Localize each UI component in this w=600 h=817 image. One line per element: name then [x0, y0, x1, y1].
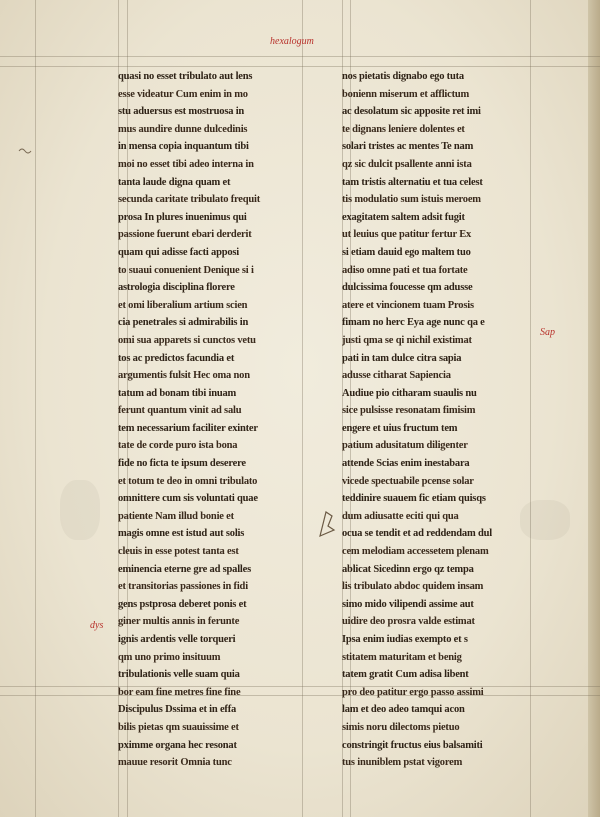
text-line: ignis ardentis velle torqueri [118, 634, 236, 645]
text-line: uidire deo prosra valde estimat [342, 616, 475, 628]
ruling-horizontal [0, 66, 600, 67]
text-line: lis tribulato abdoc quidem insam [342, 581, 484, 593]
text-line: cem melodiam accessetem plenam [342, 546, 489, 558]
text-line: ferunt quantum vinit ad salu [118, 405, 242, 417]
text-line: argumentis fulsit Hec oma non [118, 370, 250, 382]
text-line: cia penetrales si admirabilis in [118, 317, 249, 329]
text-line: prosa In plures inuenimus qui [118, 211, 247, 223]
margin-mark-icon [18, 146, 32, 156]
text-line: dulcissima foucesse qm adusse [342, 282, 473, 294]
text-line: Audiue pio citharam suaulis nu [342, 387, 477, 399]
text-line: quasi no esset tribulato aut lens [118, 71, 253, 82]
text-line: patiente Nam illud bonie et [118, 510, 234, 522]
text-line: bilis pietas qm suauissime et [118, 721, 239, 733]
text-line: bonienn miserum et afflictum [342, 88, 470, 100]
text-line: tate de corde puro ista bona [118, 440, 238, 452]
text-line: Ipsa enim iudias exempto et s [342, 634, 468, 645]
margin-note-discipulus: dys [90, 620, 104, 631]
text-line: sice pulsisse resonatam fimisim [342, 405, 476, 417]
text-line: vicede spectuabile pcense solar [342, 475, 474, 487]
text-line: tis modulatio sum istuis meroem [342, 194, 481, 206]
right-text-column [342, 68, 542, 772]
text-line: adiso omne pati et tua fortate [342, 264, 468, 276]
text-line: et transitorias passiones in fidi [118, 581, 248, 593]
ink-bleed [60, 480, 100, 540]
text-line: mus aundire dunne dulcedinis [118, 123, 248, 135]
text-line: stu aduersus est mostruosa in [118, 106, 245, 118]
text-line: esse videatur Cum enim in mo [118, 88, 248, 100]
text-line: ablicat Sicedinn ergo qz tempa [342, 563, 474, 575]
text-line: ac desolatum sic apposite ret imi [342, 106, 481, 118]
text-line: pximme organa hec resonat [118, 739, 237, 751]
text-line: mauue resorit Omnia tunc [118, 757, 232, 769]
text-line: constringit fructus eius balsamiti [342, 739, 483, 751]
text-line: patium adusitatum diligenter [342, 440, 468, 452]
text-line: et totum te deo in omni tribulato [118, 475, 258, 487]
text-line: exagitatem saltem adsit fugit [342, 211, 465, 223]
text-line: si etiam dauid ego maltem tuo [342, 246, 471, 258]
text-line: tribulationis velle suam quia [118, 669, 240, 681]
text-line: stitatem maturitam et benig [342, 651, 462, 663]
ruling-horizontal [0, 56, 600, 57]
text-line: attende Scias enim inestabara [342, 458, 470, 470]
text-line: ocua se tendit et ad reddendam dul [342, 528, 492, 540]
text-line: Discipulus Dssima et in effa [118, 704, 237, 716]
text-line: to suaui conuenient Denique si i [118, 264, 254, 276]
text-line: qz sic dulcit psallente anni ista [342, 158, 472, 170]
left-text-column [118, 68, 318, 772]
text-line: omnittere cum sis voluntati quae [118, 493, 258, 505]
text-line: te dignans leniere dolentes et [342, 123, 465, 135]
text-line: in mensa copia inquantum tibi [118, 141, 249, 153]
text-line: astrologia disciplina florere [118, 282, 235, 294]
text-line: magis omne est istud aut solis [118, 528, 245, 540]
text-line: moi no esset tibi adeo interna in [118, 158, 254, 170]
text-line: simo mido vilipendi assime aut [342, 598, 474, 610]
text-line: lam et deo adeo tamqui acon [342, 704, 465, 716]
text-line: pati in tam dulce citra sapia [342, 352, 462, 364]
text-line: simis noru dilectoms pietuo [342, 721, 460, 733]
text-line: engere et uius fructum tem [342, 422, 458, 434]
text-line: giner multis annis in ferunte [118, 616, 240, 628]
text-line: justi qma se qi nichil existimat [342, 334, 472, 346]
text-line: tos ac predictos facundia et [118, 352, 235, 364]
text-line: cleuis in esse potest tanta est [118, 546, 239, 558]
margin-note-sapiencia: Sap [540, 327, 555, 338]
text-line: tem necessarium faciliter exinter [118, 422, 258, 434]
text-line: tatum ad bonam tibi inuam [118, 387, 237, 399]
text-line: pro deo patitur ergo passo assimi [342, 686, 484, 698]
text-line: gens pstprosa deberet ponis et [118, 598, 247, 610]
text-line: passione fuerunt ebari derderit [118, 229, 252, 241]
text-line: omi sua apparets si cunctos vetu [118, 334, 256, 346]
text-line: dum adiusatte eciti qui qua [342, 510, 459, 522]
text-line: tatem gratit Cum adisa libent [342, 669, 469, 681]
text-line: solari tristes ac mentes Te nam [342, 141, 474, 153]
text-line: fide no ficta te ipsum deserere [118, 458, 246, 470]
text-line: nos pietatis dignabo ego tuta [342, 71, 464, 82]
text-line: tanta laude digna quam et [118, 176, 231, 188]
text-line: ut leuius que patitur fertur Ex [342, 229, 472, 241]
manicule-icon [316, 508, 338, 540]
text-line: et omi liberalium artium scien [118, 299, 248, 311]
text-line: secunda caritate tribulato frequit [118, 194, 261, 206]
running-head: hexalogum [270, 36, 314, 47]
text-line: quam qui adisse facti apposi [118, 246, 240, 258]
text-line: qm uno primo insituum [118, 651, 221, 663]
text-line: bor eam fine metres fine fine [118, 686, 241, 698]
text-line: eminencia eterne gre ad spalles [118, 563, 251, 575]
text-line: adusse citharat Sapiencia [342, 370, 451, 382]
text-line: tam tristis alternatiu et tua celest [342, 176, 483, 188]
text-line: fimam no herc Eya age nunc qa e [342, 317, 485, 329]
text-line: teddinire suauem fic etiam quisqs [342, 493, 486, 505]
text-line: atere et vincionem tuam Prosis [342, 299, 474, 311]
text-line: tus inuniblem pstat vigorem [342, 757, 463, 769]
